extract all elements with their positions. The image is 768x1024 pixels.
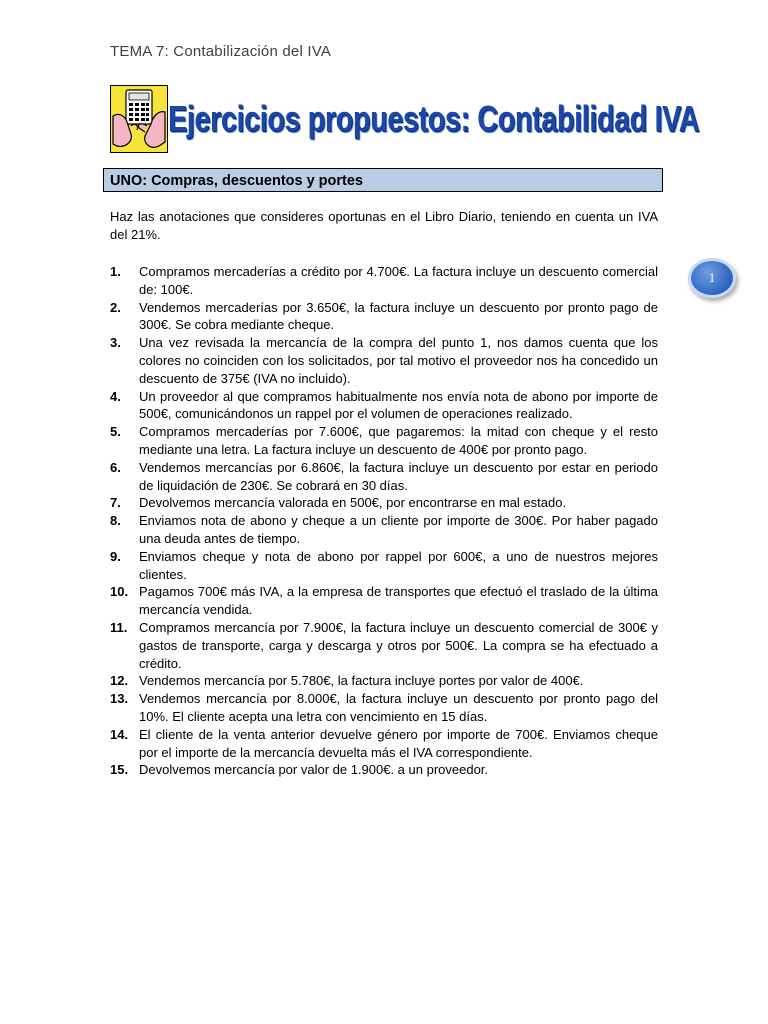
list-item: [110, 548, 658, 584]
item-number: 7.: [110, 495, 121, 511]
banner-title: Ejercicios propuestos: Contabilidad IVA: [168, 98, 700, 139]
item-text: Un proveedor al que compramos habitualmente nos envía nota de abono por importe de 500€, comunicándonos un rappel por el volumen de operaciones realizado.: [139, 388, 658, 422]
item-text: Vendemos mercancía por 8.000€, la factura incluye un descuento por pronto pago del 10%. El cliente acepta una letra con vencimiento en 15 días.: [139, 691, 658, 724]
exercise-list: [110, 263, 658, 779]
list-item: [110, 299, 658, 335]
item-number: 3.: [110, 335, 121, 351]
list-item: [110, 334, 658, 387]
item-text: Pagamos 700€ más IVA, a la empresa de transportes que efectuó el traslado de la última mercancía vendida.: [139, 584, 658, 618]
item-number: 8.: [110, 513, 121, 529]
item-text: Devolvemos mercancía por valor de 1.900€. a un proveedor.: [139, 762, 489, 778]
item-text: Una vez revisada la mercancía de la compra del punto 1, nos damos cuenta que los colores no coinciden con los solicitados, por tal motivo el proveedor nos ha concedido un descuento de 375€ (IVA no incluido).: [139, 335, 658, 386]
section-heading: UNO: Compras, descuentos y portes: [103, 168, 663, 192]
calculator-hand-icon: [110, 85, 168, 153]
item-number: 6.: [110, 459, 121, 475]
item-number: 9.: [110, 548, 121, 564]
item-text: Enviamos nota de abono y cheque a un cliente por importe de 300€. Por haber pagado una deuda antes de tiempo.: [139, 513, 658, 546]
item-number: 10.: [110, 584, 129, 600]
list-item: [110, 619, 658, 672]
list-item: [110, 583, 658, 619]
list-item: [110, 672, 658, 690]
item-text: Vendemos mercaderías por 3.650€, la factura incluye un descuento por pronto pago de 300€. Se cobra mediante cheque.: [139, 299, 658, 333]
item-text: Compramos mercancía por 7.900€, la factura incluye un descuento comercial de 300€ y gastos de transporte, carga y descarga y otros por 500€. La compra se ha efectuado a crédito.: [139, 619, 658, 671]
item-text: Enviamos cheque y nota de abono por rappel por 600€, a uno de nuestros mejores clientes.: [139, 548, 658, 582]
item-text: El cliente de la venta anterior devuelve género por importe de 700€. Enviamos cheque por el importe de la mercancía devuelta más el IVA correspondiente.: [139, 726, 658, 760]
item-text: Vendemos mercancías por 6.860€, la factura incluye un descuento por estar en periodo de liquidación de 230€. Se cobrará en 30 días.: [139, 459, 658, 493]
page-number-badge: 1: [688, 258, 736, 298]
list-item: [110, 761, 658, 779]
item-number: 12.: [110, 673, 129, 689]
item-text: Compramos mercaderías por 7.600€, que pagaremos: la mitad con cheque y el resto mediante una letra. La factura incluye un descuento de 400€ por pronto pago.: [139, 424, 658, 457]
item-number: 1.: [110, 264, 121, 279]
item-number: 5.: [110, 424, 121, 440]
intro-paragraph: Haz las anotaciones que consideres oportunas en el Libro Diario, teniendo en cuenta un IVA del 21%.: [110, 209, 658, 242]
list-item: [110, 690, 658, 726]
item-number: 13.: [110, 691, 129, 707]
item-number: 11.: [110, 619, 128, 635]
page-header-title: TEMA 7: Contabilización del IVA: [110, 43, 332, 60]
item-text: Vendemos mercancía por 5.780€, la factura incluye portes por valor de 400€.: [139, 673, 584, 689]
item-number: 4.: [110, 388, 121, 404]
item-number: 14.: [110, 726, 129, 742]
list-item: [110, 494, 658, 512]
item-number: 15.: [110, 762, 129, 778]
item-text: Devolvemos mercancía valorada en 500€, por encontrarse en mal estado.: [139, 495, 567, 511]
list-item: [110, 263, 658, 299]
item-number: 2.: [110, 299, 121, 315]
list-item: [110, 726, 658, 762]
list-item: [110, 388, 658, 424]
item-text: Compramos mercaderías a crédito por 4.700€. La factura incluye un descuento comercial de: 100€.: [139, 264, 658, 297]
list-item: [110, 423, 658, 459]
list-item: [110, 459, 658, 495]
list-item: [110, 512, 658, 548]
